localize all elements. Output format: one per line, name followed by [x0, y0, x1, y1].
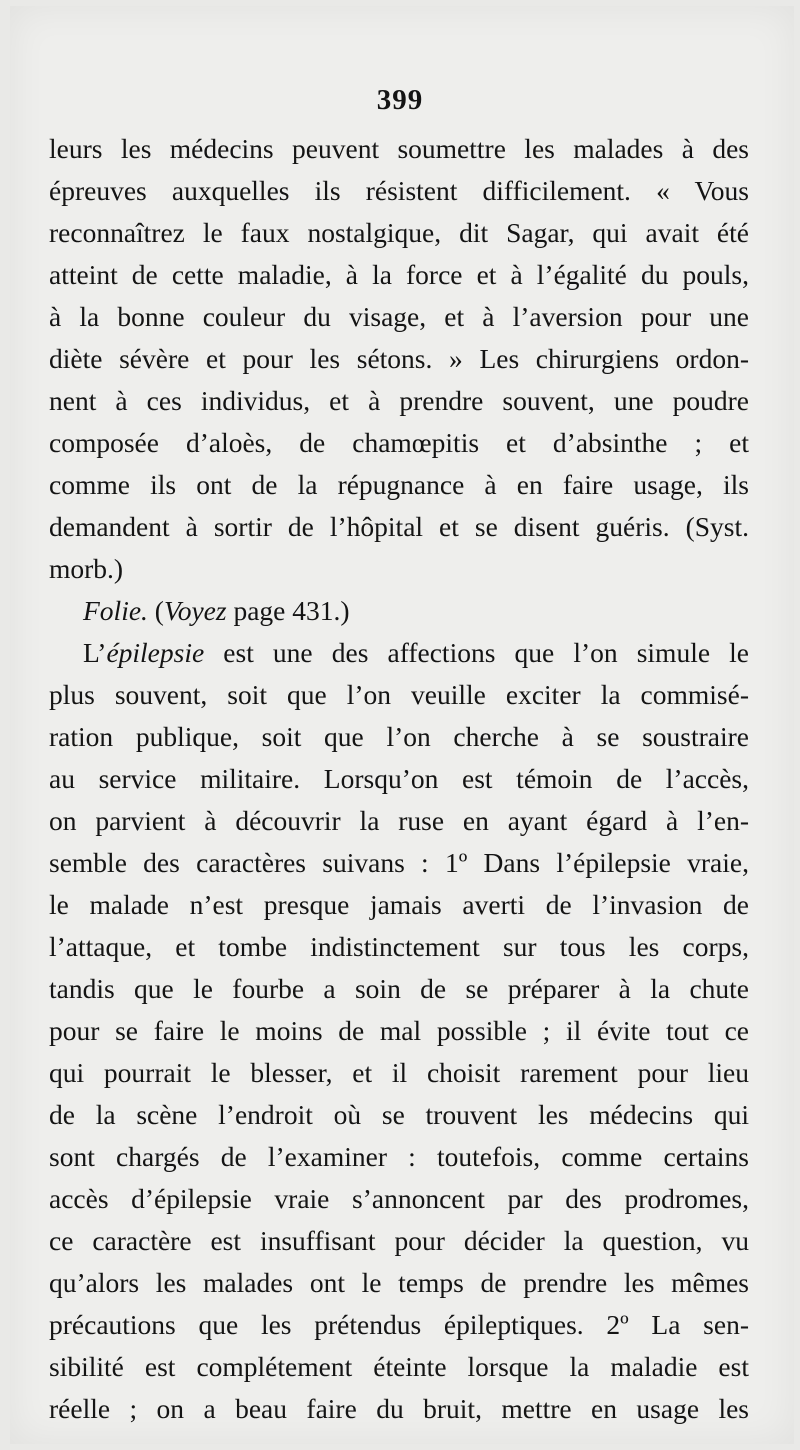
- text-line: ce caractère est insuffisant pour décider la question, vu: [49, 1225, 749, 1256]
- epilepsie-first-line: [49, 632, 749, 674]
- text-line: à la bonne couleur du visage, et à l’aversion pour une: [49, 301, 749, 332]
- text-line: demandent à sortir de l’hôpital et se disent guéris. (Syst.: [49, 511, 749, 542]
- text-line: plus souvent, soit que l’on veuille exciter la commisé-: [49, 679, 749, 710]
- text-line: composée d’aloès, de chamœpitis et d’absinthe ; et: [49, 427, 749, 458]
- text-line: comme ils ont de la répugnance à en faire usage, ils: [49, 469, 749, 500]
- text-line: qu’alors les malades ont le temps de prendre les mêmes: [49, 1267, 749, 1298]
- epilepsie-term: épilepsie: [106, 637, 205, 668]
- folie-paren-open: (: [147, 595, 164, 626]
- text-line: précautions que les prétendus épileptiques. 2º La sen-: [49, 1309, 749, 1340]
- text-line: au service militaire. Lorsqu’on est témoin de l’accès,: [49, 763, 749, 794]
- folie-voyez: Voyez: [163, 595, 227, 626]
- epilepsie-article: L’: [83, 637, 107, 668]
- text-line: sibilité est complétement éteinte lorsque la maladie est: [49, 1351, 749, 1382]
- text-line: tandis que le fourbe a soin de se préparer à la chute: [49, 973, 749, 1004]
- epilepsie-first-rest: est une des affections que l’on simule le: [204, 637, 749, 668]
- text-line: accès d’épilepsie vraie s’annoncent par des prodromes,: [49, 1183, 749, 1214]
- text-line: de la scène l’endroit où se trouvent les médecins qui: [49, 1099, 749, 1130]
- text-line: on parvient à découvrir la ruse en ayant égard à l’en-: [49, 805, 749, 836]
- text-line: leurs les médecins peuvent soumettre les malades à des: [49, 133, 749, 164]
- text-line: ration publique, soit que l’on cherche à se soustraire: [49, 721, 749, 752]
- folie-entry: [49, 590, 749, 632]
- text-line: l’attaque, et tombe indistinctement sur tous les corps,: [49, 931, 749, 962]
- text-line: semble des caractères suivans : 1º Dans l’épilepsie vraie,: [49, 847, 749, 878]
- page-number: 399: [376, 84, 424, 116]
- text-line: reconnaîtrez le faux nostalgique, dit Sagar, qui avait été: [49, 217, 749, 248]
- text-line: pour se faire le moins de mal possible ; il évite tout ce: [49, 1015, 749, 1046]
- text-line: qui pourrait le blesser, et il choisit rarement pour lieu: [49, 1057, 749, 1088]
- text-line: atteint de cette maladie, à la force et à l’égalité du pouls,: [49, 259, 749, 290]
- text-line: épreuves auxquelles ils résistent difficilement. « Vous: [49, 175, 749, 206]
- text-line: morb.): [49, 553, 124, 584]
- folie-term: Folie.: [83, 595, 148, 626]
- text-line: nent à ces individus, et à prendre souvent, une poudre: [49, 385, 749, 416]
- text-line: le malade n’est presque jamais averti de l’invasion de: [49, 889, 749, 920]
- text-line: réelle ; on a beau faire du bruit, mettre en usage les: [49, 1393, 749, 1424]
- folie-reference: page 431.): [226, 595, 350, 626]
- text-line: diète sévère et pour les sétons. » Les chirurgiens ordon-: [49, 343, 749, 374]
- text-line: sont chargés de l’examiner : toutefois, comme certains: [49, 1141, 749, 1172]
- body-text: [49, 128, 749, 1430]
